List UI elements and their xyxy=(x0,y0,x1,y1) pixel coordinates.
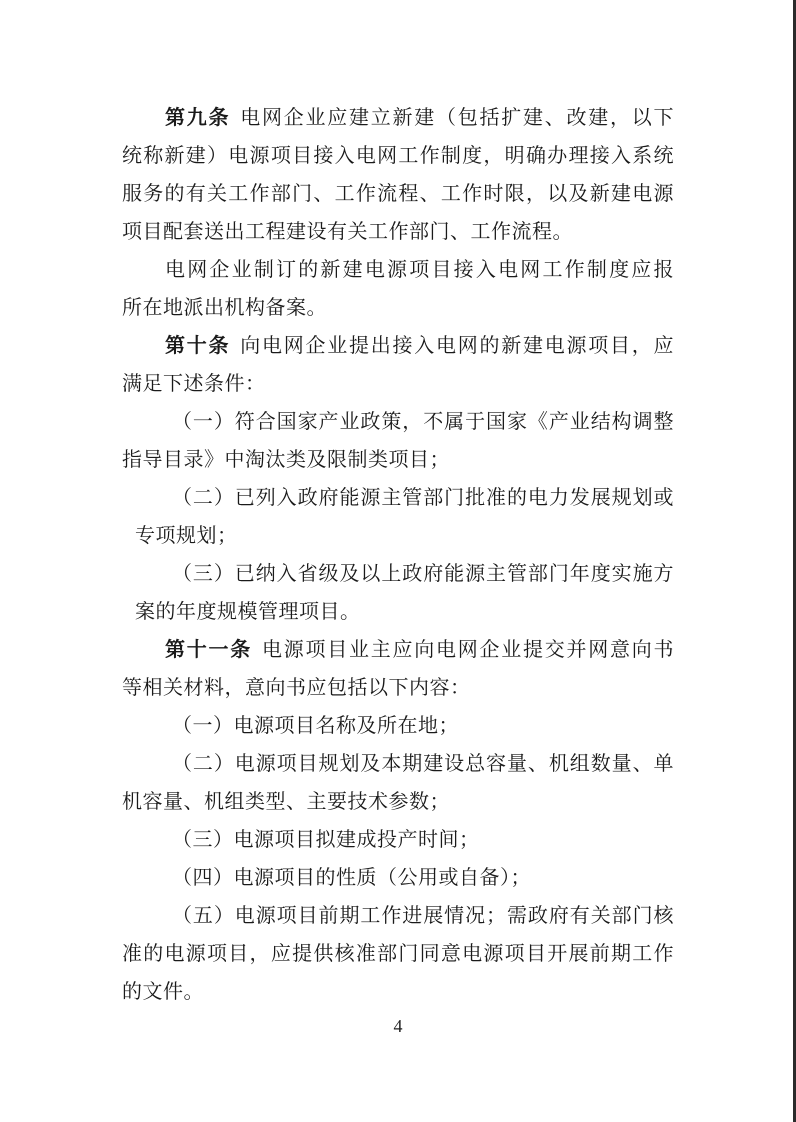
article-11-item-3: （三）电源项目拟建成投产时间； xyxy=(172,827,480,851)
article-11-item-1: （一）电源项目名称及所在地； xyxy=(172,713,459,737)
article-9-text-1: 电网企业应建立新建（包括扩建、改建，以下 xyxy=(240,105,674,129)
article-10-line-1 xyxy=(165,326,674,364)
article-11-item-5-line-3: 的文件。 xyxy=(122,979,204,1003)
article-10-cond-1-line-1: （一）符合国家产业政策，不属于国家《产业结构调整 xyxy=(172,409,674,433)
page-number: 4 xyxy=(393,1016,403,1036)
article-11-label: 第十一条 xyxy=(165,637,252,661)
article-11-item-4: （四）电源项目的性质（公用或自备）； xyxy=(172,865,531,889)
article-10-cond-3-line-1: （三）已纳入省级及以上政府能源主管部门年度实施方 xyxy=(172,561,674,585)
article-9-label: 第九条 xyxy=(165,105,231,129)
article-11-item-5-line-2: 准的电源项目，应提供核准部门同意电源项目开展前期工作 xyxy=(122,941,674,965)
article-10-line-2: 满足下述条件： xyxy=(122,371,266,395)
article-10-cond-2-line-2: 专项规划； xyxy=(135,523,238,547)
article-9-para2-line-2: 所在地派出机构备案。 xyxy=(122,295,327,319)
article-10-text-1: 向电网企业提出接入电网的新建电源项目，应 xyxy=(240,333,674,357)
article-10-cond-2-line-1: （二）已列入政府能源主管部门批准的电力发展规划或 xyxy=(172,485,674,509)
article-10-cond-1-line-2: 指导目录》中淘汰类及限制类项目； xyxy=(122,447,450,471)
article-10-cond-3-line-2: 案的年度规模管理项目。 xyxy=(135,599,361,623)
article-9-line-1 xyxy=(165,98,674,136)
article-9-line-4: 项目配套送出工程建设有关工作部门、工作流程。 xyxy=(122,219,573,243)
article-9-line-2: 统称新建）电源项目接入电网工作制度，明确办理接入系统 xyxy=(122,143,674,167)
article-9-para2-line-1: 电网企业制订的新建电源项目接入电网工作制度应报 xyxy=(165,257,674,281)
article-11-line-2: 等相关材料，意向书应包括以下内容： xyxy=(122,675,471,699)
article-11-text-1: 电源项目业主应向电网企业提交并网意向书 xyxy=(262,637,674,661)
article-9-line-3: 服务的有关工作部门、工作流程、工作时限，以及新建电源 xyxy=(122,181,674,205)
article-11-item-5-line-1: （五）电源项目前期工作进展情况；需政府有关部门核 xyxy=(172,903,674,927)
article-11-item-2-line-2: 机容量、机组类型、主要技术参数； xyxy=(122,789,450,813)
article-11-line-1 xyxy=(165,630,674,668)
article-11-item-2-line-1: （二）电源项目规划及本期建设总容量、机组数量、单 xyxy=(172,751,674,775)
article-10-label: 第十条 xyxy=(165,333,231,357)
